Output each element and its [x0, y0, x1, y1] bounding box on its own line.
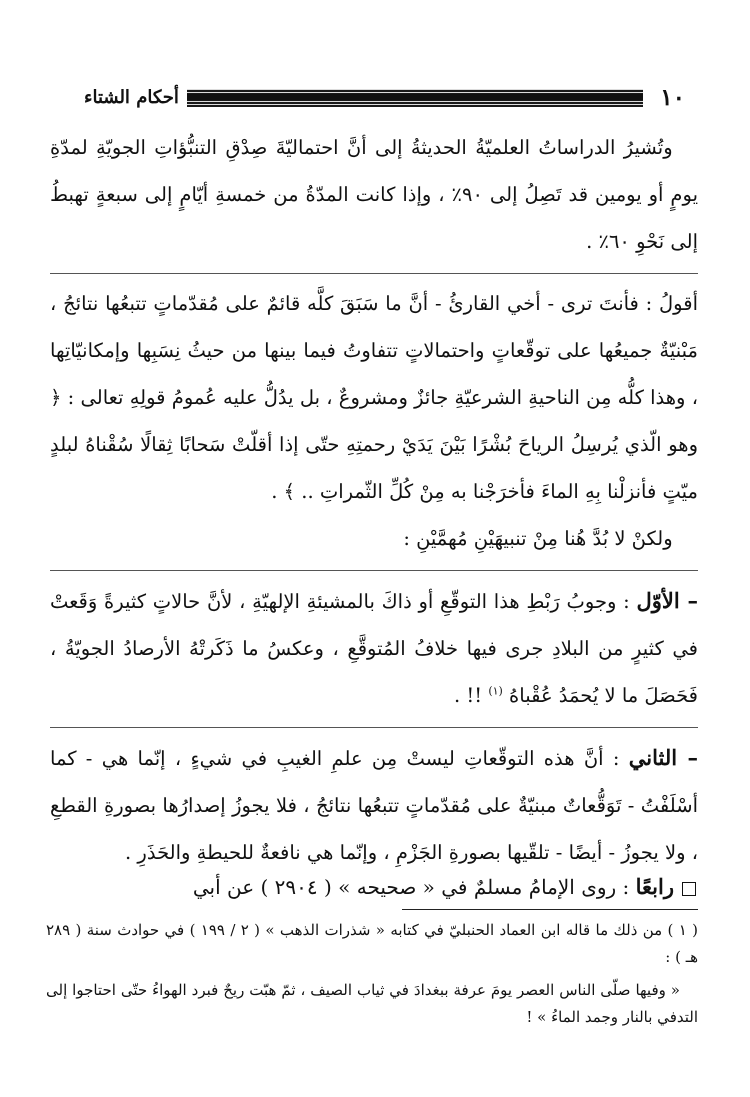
section-divider: [50, 727, 698, 728]
second-point-label: – الثاني: [628, 745, 698, 770]
section-divider: [50, 570, 698, 571]
page-number: ١٠: [660, 84, 685, 111]
paragraph: ولكنْ لا بُدَّ هُنا مِنْ تنبيهَيْنِ مُهمَّيْنِ :: [403, 527, 673, 550]
fourth-section-text: : روى الإمامُ مسلمٌ في « صحيحه » ( ٢٩٠٤ ) عن أبي: [192, 875, 630, 899]
second-point-text: : أنَّ هذه التوقّعاتِ ليستْ مِن علمِ الغيبِ في شيءٍ ، إنّما هي - كما أسْلَفْتُ - تَوَقُّعاتٌ مبنيّةٌ على مُقدّماتٍ تتبعُها نتائجُ ، فلا يجوزُ إصدارُها بصورةِ القطعِ ، ولا يجوزُ - أيضًا - تلقّيها بصورةِ الجَزْمِ ، وإنّما هي نافعةٌ للحيطةِ والحَذَرِ .: [50, 747, 698, 864]
square-bullet-icon: [682, 882, 696, 896]
first-point-label: – الأوّل: [636, 588, 698, 613]
page-header: [84, 86, 685, 110]
book-title: أحكام الشتاء: [84, 87, 179, 108]
main-text: [50, 124, 698, 876]
fourth-section-label: رابعًا: [635, 874, 674, 899]
paragraph: أقولُ : فأنتَ ترى - أخي القارئُ - أنَّ ما سَبَقَ كلَّه قائمٌ على مُقدّماتٍ تتبعُها نتائجُ ، مَبْنيّةٌ جميعُها على توقّعاتٍ واحتمالاتٍ تتفاوتُ فيما بينها من حيثُ نِسَبِها وإمكانيّاتِها ، وهذا كلُّه مِن الناحيةِ الشرعيّةِ جائزٌ ومشروعٌ ، بل يدُلُّ عليه عُمومُ قولِهِ تعالى : ﴿ وهو الّذي يُرسِلُ الرياحَ بُشْرًا بَيْنَ يَدَيْ رحمتِهِ حتّى إذا أقلّتْ سَحابًا ثِقالًا سُقْناهُ لبلدٍ ميّتٍ فأنزلْنا بِهِ الماءَ فأخرَجْنا به مِنْ كُلِّ الثّمراتِ .. ﴾ .: [50, 292, 698, 503]
first-point-end: !! .: [454, 684, 489, 707]
paragraph: وتُشيرُ الدراساتُ العلميّةُ الحديثةُ إلى أنَّ احتماليّةَ صِدْقِ التنبُّؤاتِ الجويّةِ لمدّةِ يومٍ أو يومين قد تَصِلُ إلى ٩٠٪ ، وإذا كانت المدّةُ من خمسةِ أيّامٍ إلى سبعةٍ تهبطُ إلى نَحْوِ ٦٠٪ .: [50, 136, 698, 253]
fourth-section: [193, 874, 696, 899]
footnote-quote: « وفيها صلّى الناس العصر يومَ عرفة ببغدادَ في ثياب الصيف ، ثمّ هبّت ريحٌ فبرد الهواءُ حتّى احتاجوا إلى التدفي بالنار وجمد الماءُ » !: [46, 981, 698, 1026]
footnotes: [46, 917, 698, 1037]
header-rule: [187, 89, 643, 107]
footnote: ( ١ ) من ذلك ما قاله ابن العماد الحنبليّ في كتابه « شذرات الذهب » ( ٢ / ١٩٩ ) في حوادث سنة ( ٢٨٩ هـ ) :: [46, 921, 699, 966]
first-point: [50, 577, 698, 719]
first-point-text: : وجوبُ رَبْطِ هذا التوقّعِ أو ذاكَ بالمشيئةِ الإلهيّةِ ، لأنَّ حالاتٍ كثيرةً وَقَعتْ في كثيرٍ من البلادِ جرى فيها خلافُ المُتوقَّعِ ، وعكسُ ما ذَكَرتْهُ الأرصادُ الجويّةُ ، فَحَصَلَ ما لا يُحمَدُ عُقْباهُ: [50, 590, 698, 707]
section-divider: [50, 273, 698, 274]
footnote-ref: (١): [488, 684, 503, 698]
second-point: [50, 734, 698, 876]
footnote-rule: [402, 909, 698, 910]
